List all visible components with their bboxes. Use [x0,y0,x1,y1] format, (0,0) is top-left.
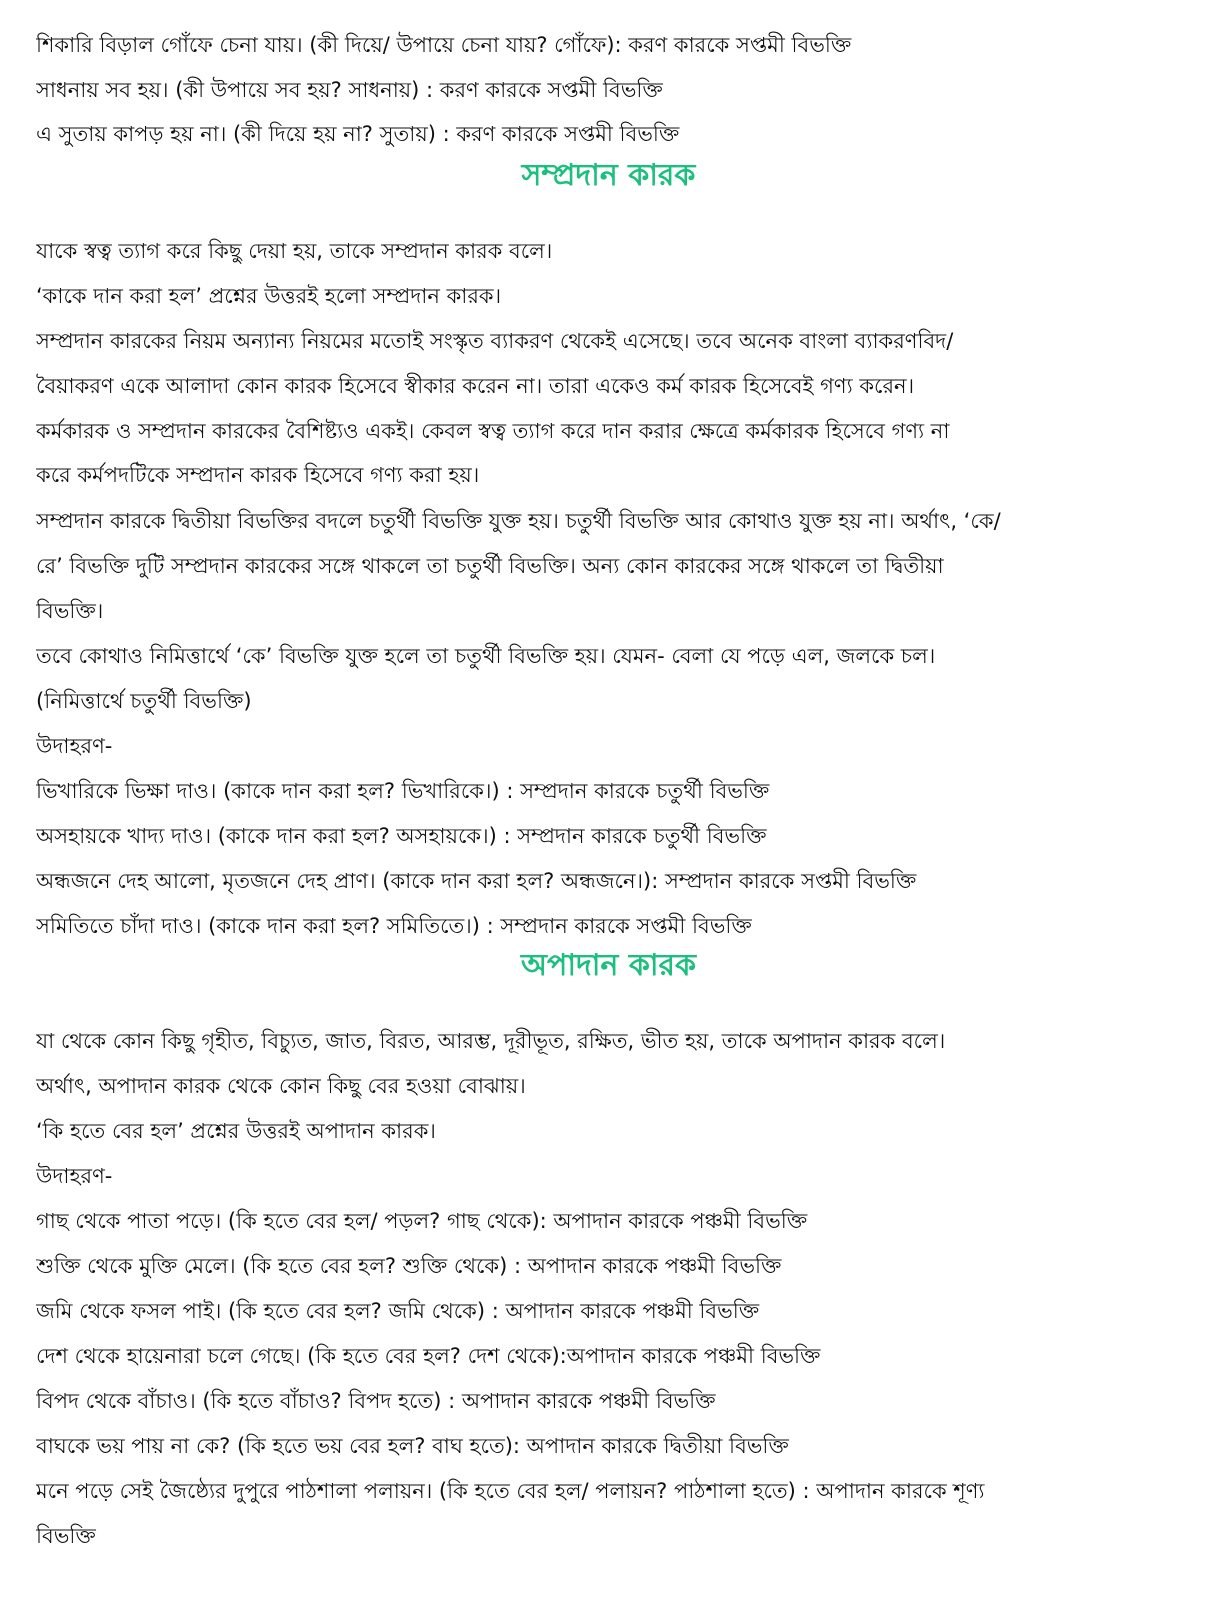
example-line: মনে পড়ে সেই জৈষ্ঠ্যের দুপুরে পাঠশালা পলায়ন। (কি হতে বের হল/ পলায়ন? পাঠশালা হতে) : অপাদান কারকে শূণ্য [36,1479,985,1503]
text-line: বিভক্তি। [36,599,104,623]
text-line: সম্প্রদান কারকের নিয়ম অন্যান্য নিয়মের মতোই সংস্কৃত ব্যাকরণ থেকেই এসেছে। তবে অনেক বাংলা ব্যাকরণবিদ/ [36,329,954,353]
text-line: যা থেকে কোন কিছু গৃহীত, বিচ্যুত, জাত, বিরত, আরম্ভ, দূরীভূত, রক্ষিত, ভীত হয়, তাকে অপাদান কারক বলে। [36,1029,946,1053]
example-line: গাছ থেকে পাতা পড়ে। (কি হতে বের হল/ পড়ল? গাছ থেকে): অপাদান কারকে পঞ্চমী বিভক্তি [36,1209,808,1233]
example-line: ভিখারিকে ভিক্ষা দাও। (কাকে দান করা হল? ভিখারিকে।) : সম্প্রদান কারকে চতুর্থী বিভক্তি [36,779,770,803]
text-line: অর্থাৎ, অপাদান কারক থেকে কোন কিছু বের হওয়া বোঝায়। [36,1074,526,1098]
text-line: সম্প্রদান কারকে দ্বিতীয়া বিভক্তির বদলে চতুর্থী বিভক্তি যুক্ত হয়। চতুর্থী বিভক্তি আর কোথাও যুক্ত হয় না। অর্থাৎ, ‘কে/ [36,509,1001,533]
text-line: করে কর্মপদটিকে সম্প্রদান কারক হিসেবে গণ্য করা হয়। [36,463,480,487]
text-line: (নিমিত্তার্থে চতুর্থী বিভক্তি) [36,689,252,713]
example-line: শুক্তি থেকে মুক্তি মেলে। (কি হতে বের হল? শুক্তি থেকে) : অপাদান কারকে পঞ্চমী বিভক্তি [36,1254,782,1278]
example-line: সমিতিতে চাঁদা দাও। (কাকে দান করা হল? সমিতিতে।) : সম্প্রদান কারকে সপ্তমী বিভক্তি [36,914,752,938]
text-line: শিকারি বিড়াল গোঁফে চেনা যায়। (কী দিয়ে/ উপায়ে চেনা যায়? গোঁফে): করণ কারকে সপ্তমী বিভক্তি [36,33,852,57]
text-line: কর্মকারক ও সম্প্রদান কারকের বৈশিষ্ট্যও একই। কেবল স্বত্ব ত্যাগ করে দান করার ক্ষেত্রে কর্মকারক হিসেবে গণ্য না [36,419,950,443]
text-line: ‘কি হতে বের হল’ প্রশ্নের উত্তরই অপাদান কারক। [36,1119,436,1143]
text-line: সাধনায় সব হয়। (কী উপায়ে সব হয়? সাধনায়) : করণ কারকে সপ্তমী বিভক্তি [36,78,663,102]
text-line: ‘কাকে দান করা হল’ প্রশ্নের উত্তরই হলো সম্প্রদান কারক। [36,284,502,308]
example-line: বিপদ থেকে বাঁচাও। (কি হতে বাঁচাও? বিপদ হতে) : অপাদান কারকে পঞ্চমী বিভক্তি [36,1389,716,1413]
text-line: এ সুতায় কাপড় হয় না। (কী দিয়ে হয় না? সুতায়) : করণ কারকে সপ্তমী বিভক্তি [36,122,680,146]
example-line: দেশ থেকে হায়েনারা চলে গেছে। (কি হতে বের হল? দেশ থেকে):অপাদান কারকে পঞ্চমী বিভক্তি [36,1344,821,1368]
example-label: উদাহরণ- [36,1164,113,1188]
example-line: জমি থেকে ফসল পাই। (কি হতে বের হল? জমি থেকে) : অপাদান কারকে পঞ্চমী বিভক্তি [36,1299,760,1323]
section-heading-sampradan: সম্প্রদান কারক [521,158,696,193]
text-line: বৈয়াকরণ একে আলাদা কোন কারক হিসেবে স্বীকার করেন না। তারা একেও কর্ম কারক হিসেবেই গণ্য করেন। [36,374,915,398]
text-line: বিভক্তি [36,1524,96,1548]
example-line: অসহায়কে খাদ্য দাও। (কাকে দান করা হল? অসহায়কে।) : সম্প্রদান কারকে চতুর্থী বিভক্তি [36,824,767,848]
example-line: অন্ধজনে দেহ আলো, মৃতজনে দেহ প্রাণ। (কাকে দান করা হল? অন্ধজনে।): সম্প্রদান কারকে সপ্তমী বিভক্তি [36,869,917,893]
text-line: তবে কোথাও নিমিত্তার্থে ‘কে’ বিভক্তি যুক্ত হলে তা চতুর্থী বিভক্তি হয়। যেমন- বেলা যে পড়ে এল, জলকে চল। [36,644,936,668]
text-line: যাকে স্বত্ব ত্যাগ করে কিছু দেয়া হয়, তাকে সম্প্রদান কারক বলে। [36,239,553,263]
example-line: বাঘকে ভয় পায় না কে? (কি হতে ভয় বের হল? বাঘ হতে): অপাদান কারকে দ্বিতীয়া বিভক্তি [36,1434,789,1458]
section-heading-apadan: অপাদান কারক [520,948,697,983]
example-label: উদাহরণ- [36,734,113,758]
text-line: রে’ বিভক্তি দুটি সম্প্রদান কারকের সঙ্গে থাকলে তা চতুর্থী বিভক্তি। অন্য কোন কারকের সঙ্গে থাকলে তা দ্বিতীয়া [36,554,944,578]
